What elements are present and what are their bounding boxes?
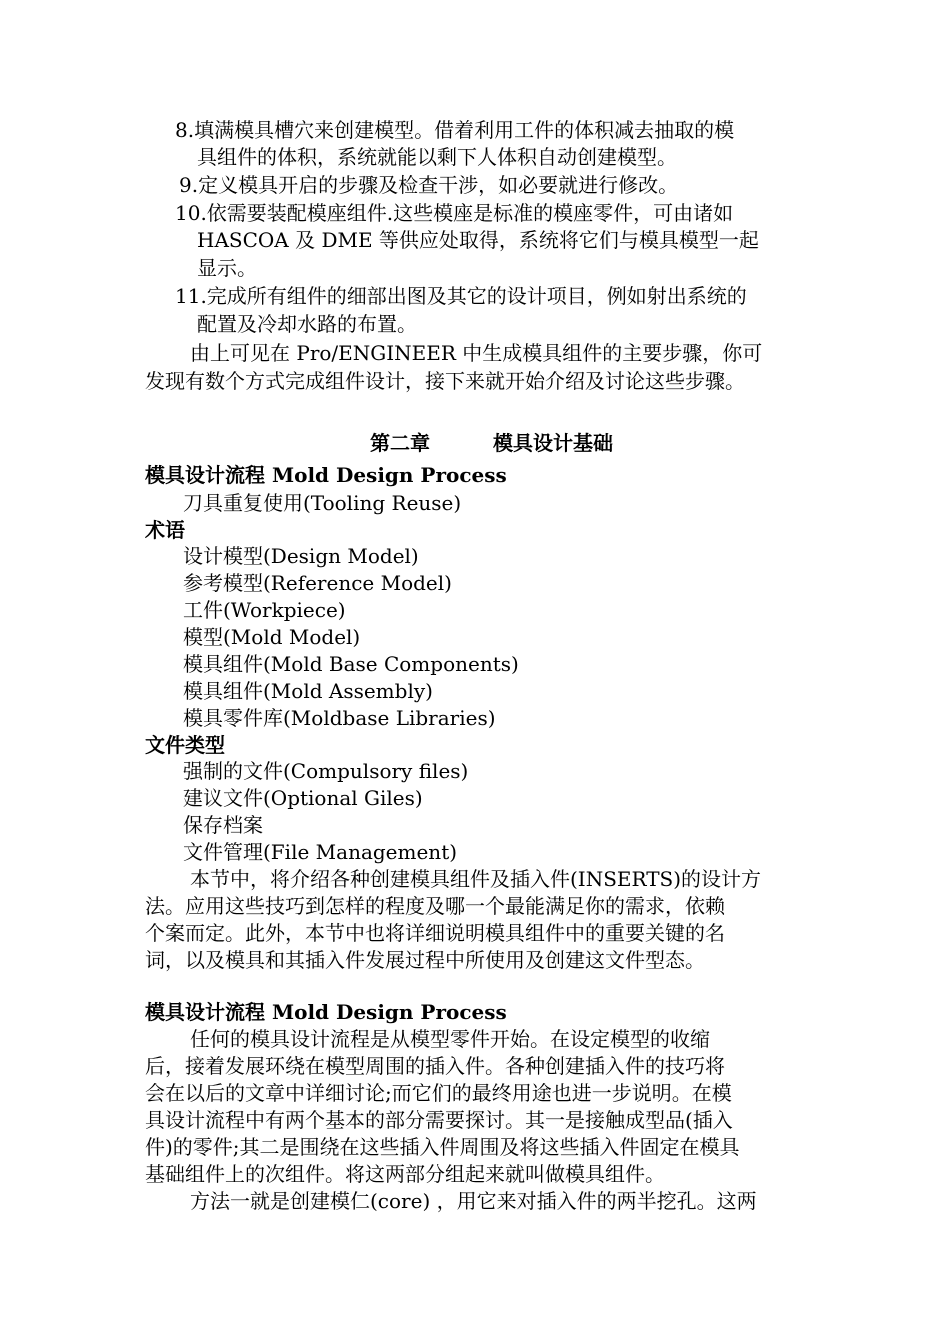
- heading-file-types: 文件类型: [145, 733, 225, 757]
- file-type-item: 文件管理(File Management): [183, 840, 458, 864]
- section-para2-line-1: 方法一就是创建模仁(core) ，用它来对插入件的两半挖孔。这两: [190, 1189, 757, 1213]
- section-para1-line-4: 具设计流程中有两个基本的部分需要探讨。其一是接触成型品(插入: [145, 1108, 733, 1132]
- item-tooling-reuse: 刀具重复使用(Tooling Reuse): [183, 491, 462, 515]
- intro-line-4: 词，以及模具和其插入件发展过程中所使用及创建这文件型态。: [145, 948, 705, 972]
- list-item-10-line-1: 10.依需要装配模座组件.这些模座是标准的模座零件，可由诸如: [175, 201, 734, 225]
- file-type-item: 建议文件(Optional Giles): [183, 786, 423, 810]
- term-item: 工件(Workpiece): [183, 598, 346, 622]
- list-item-9-line-1: 9.定义模具开启的步骤及检查干涉，如必要就进行修改。: [179, 173, 679, 197]
- intro-line-2: 法。应用这些技巧到怎样的程度及哪一个最能满足你的需求，依赖: [145, 894, 725, 918]
- term-item: 模具组件(Mold Assembly): [183, 679, 433, 703]
- section-para1-line-1: 任何的模具设计流程是从模型零件开始。在设定模型的收缩: [190, 1027, 710, 1051]
- section-para1-line-6: 基础组件上的次组件。将这两部分组起来就叫做模具组件。: [145, 1162, 665, 1186]
- intro-line-1: 本节中，将介绍各种创建模具组件及插入件(INSERTS)的设计方: [190, 867, 762, 891]
- summary-line-2: 发现有数个方式完成组件设计，接下来就开始介绍及讨论这些步骤。: [145, 369, 745, 393]
- term-item: 模具零件库(Moldbase Libraries): [183, 706, 496, 730]
- list-item-10-line-2: HASCOA 及 DME 等供应处取得，系统将它们与模具模型一起: [197, 228, 759, 252]
- list-item-11-line-1: 11.完成所有组件的细部出图及其它的设计项目，例如射出系统的: [175, 284, 747, 308]
- list-item-11-line-2: 配置及冷却水路的布置。: [197, 312, 417, 336]
- term-item: 模具组件(Mold Base Components): [183, 652, 519, 676]
- file-type-item: 保存档案: [183, 813, 263, 837]
- section-para1-line-5: 件)的零件;其二是围绕在这些插入件周围及将这些插入件固定在模具: [145, 1135, 740, 1159]
- chapter-number: 第二章: [370, 431, 430, 455]
- chapter-title: 模具设计基础: [493, 431, 613, 455]
- section-para1-line-2: 后，接着发展环绕在模型周围的插入件。各种创建插入件的技巧将: [145, 1054, 725, 1078]
- heading-mold-design-process: 模具设计流程 Mold Design Process: [145, 463, 507, 487]
- list-item-8-line-2: 具组件的体积，系统就能以剩下人体积自动创建模型。: [197, 145, 677, 169]
- summary-line-1: 由上可见在 Pro/ENGINEER 中生成模具组件的主要步骤，你可: [190, 341, 763, 365]
- term-item: 模型(Mold Model): [183, 625, 361, 649]
- section-heading: 模具设计流程 Mold Design Process: [145, 1000, 507, 1024]
- term-item: 参考模型(Reference Model): [183, 571, 452, 595]
- intro-line-3: 个案而定。此外，本节中也将详细说明模具组件中的重要关键的名: [145, 921, 725, 945]
- list-item-8-line-1: 8.填满模具槽穴来创建模型。借着利用工件的体积减去抽取的模: [175, 118, 735, 142]
- file-type-item: 强制的文件(Compulsory files): [183, 759, 469, 783]
- term-item: 设计模型(Design Model): [183, 544, 419, 568]
- heading-terms: 术语: [145, 518, 185, 542]
- list-item-10-line-3: 显示。: [197, 256, 257, 280]
- section-para1-line-3: 会在以后的文章中详细讨论;而它们的最终用途也进一步说明。在模: [145, 1081, 732, 1105]
